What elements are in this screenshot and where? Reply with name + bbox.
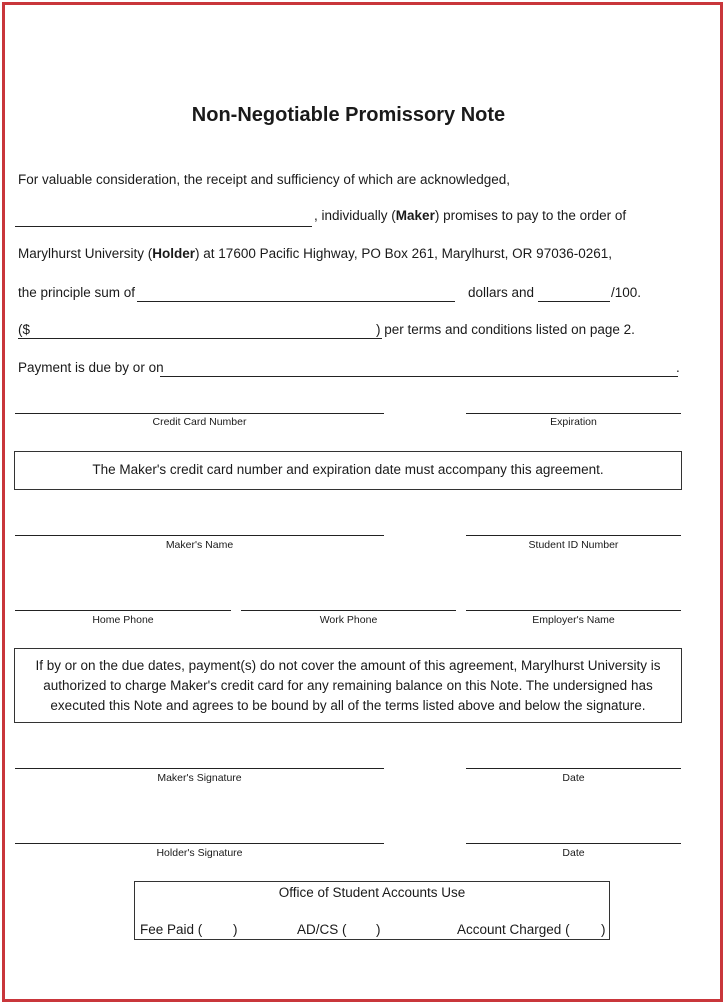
amount-numeric-blank[interactable]: [18, 338, 382, 339]
terms-line-2: authorized to charge Maker's credit card for any remaining balance on this Note. The undersigned has: [43, 678, 653, 693]
amount-open: ($: [18, 322, 31, 337]
office-use-title: Office of Student Accounts Use: [278, 885, 466, 900]
makers-name-caption: Maker's Name: [165, 539, 234, 551]
principal-amount-blank[interactable]: [137, 301, 455, 302]
expiration-caption: Expiration: [550, 416, 597, 428]
due-date-blank[interactable]: [160, 376, 678, 377]
makers-signature-blank[interactable]: [15, 768, 384, 769]
makers-date-caption: Date: [562, 772, 585, 784]
makers-signature-caption: Maker's Signature: [157, 772, 242, 784]
employer-caption: Employer's Name: [532, 614, 615, 626]
holders-signature-blank[interactable]: [15, 843, 384, 844]
holders-date-blank[interactable]: [466, 843, 681, 844]
maker-promise-text: , individually (Maker) promises to pay to the order of: [314, 208, 627, 223]
cents-suffix: /100.: [611, 285, 642, 300]
home-phone-caption: Home Phone: [92, 614, 154, 626]
adcs-close: ): [376, 922, 381, 937]
principal-label: the principle sum of: [18, 285, 136, 300]
amount-terms-text: ) per terms and conditions listed on page 2.: [376, 322, 635, 337]
adcs-label: AD/CS (: [297, 922, 347, 937]
work-phone-caption: Work Phone: [319, 614, 378, 626]
home-phone-blank[interactable]: [15, 610, 231, 611]
student-id-caption: Student ID Number: [528, 539, 619, 551]
cents-blank[interactable]: [538, 301, 610, 302]
account-charged-label: Account Charged (: [457, 922, 570, 937]
terms-line-3: executed this Note and agrees to be bound by all of the terms listed above and below the signature.: [50, 698, 646, 713]
makers-date-blank[interactable]: [466, 768, 681, 769]
credit-card-blank[interactable]: [15, 413, 384, 414]
terms-line-1: If by or on the due dates, payment(s) do not cover the amount of this agreement, Marylhurst University is: [35, 658, 661, 673]
holders-signature-caption: Holder's Signature: [156, 847, 243, 859]
makers-name-blank[interactable]: [15, 535, 384, 536]
expiration-blank[interactable]: [466, 413, 681, 414]
notice-text: The Maker's credit card number and expiration date must accompany this agreement.: [92, 462, 604, 477]
notice-box: [14, 451, 682, 490]
student-id-blank[interactable]: [466, 535, 681, 536]
intro-text: For valuable consideration, the receipt and sufficiency of which are acknowledged,: [18, 172, 511, 187]
fee-paid-close: ): [233, 922, 238, 937]
holder-text: Marylhurst University (Holder) at 17600 Pacific Highway, PO Box 261, Marylhurst, OR 97036-0261,: [18, 246, 613, 261]
due-date-label: Payment is due by or on: [18, 360, 164, 375]
employer-blank[interactable]: [466, 610, 681, 611]
holders-date-caption: Date: [562, 847, 585, 859]
fee-paid-label: Fee Paid (: [140, 922, 203, 937]
maker-name-blank[interactable]: [15, 226, 312, 227]
account-charged-close: ): [601, 922, 606, 937]
document-title: Non-Negotiable Promissory Note: [191, 104, 506, 126]
work-phone-blank[interactable]: [241, 610, 456, 611]
dollars-and-label: dollars and: [468, 285, 535, 300]
credit-card-caption: Credit Card Number: [152, 416, 247, 428]
due-date-period: .: [676, 360, 680, 375]
terms-box: [14, 648, 682, 723]
